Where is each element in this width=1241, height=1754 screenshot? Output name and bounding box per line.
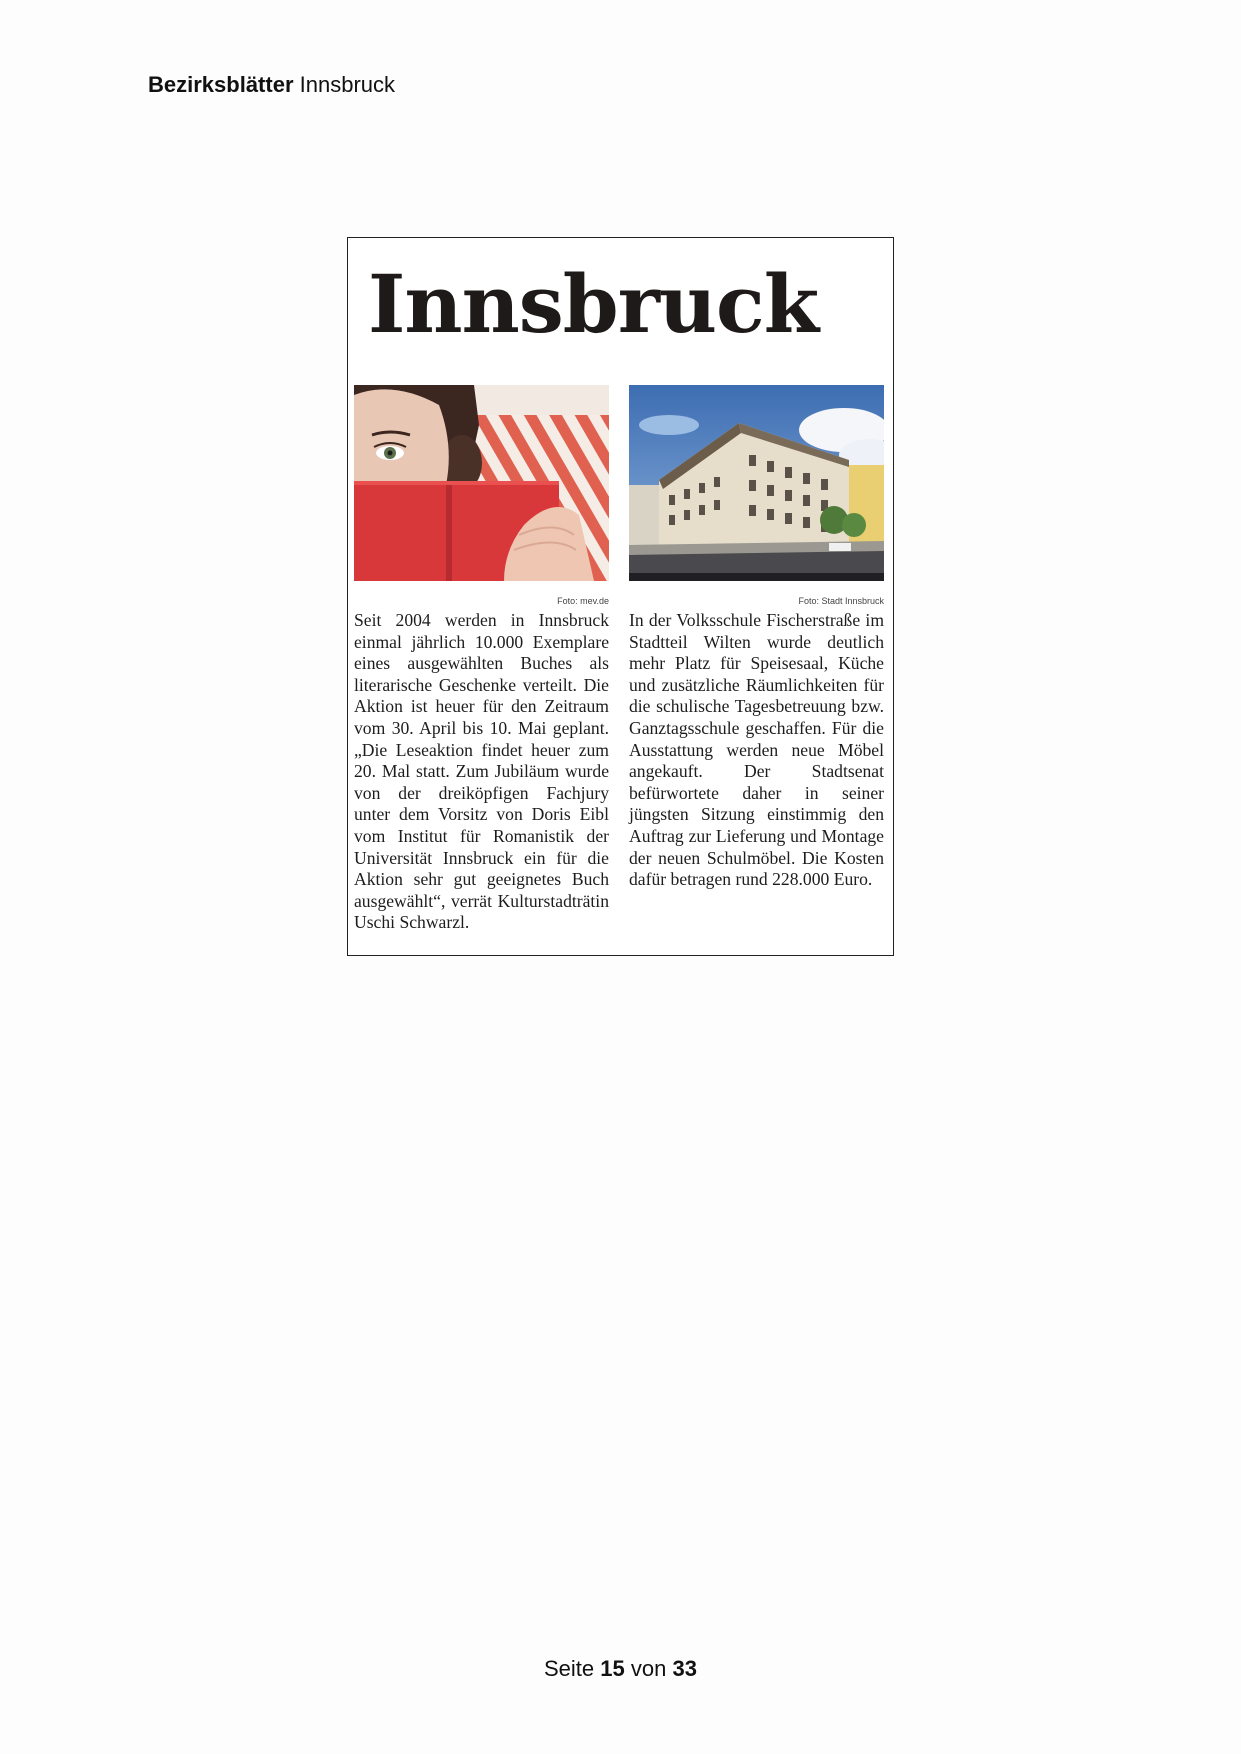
page-footer	[0, 1656, 1241, 1682]
article-volksschule	[629, 385, 884, 891]
photo-woman-with-book	[354, 385, 609, 581]
photo-credit: Foto: mev.de	[557, 596, 609, 606]
newspaper-clipping	[347, 237, 894, 956]
publication-brand: Bezirksblätter	[148, 72, 294, 97]
total-pages-number: 33	[672, 1656, 697, 1681]
article-leseaktion	[354, 385, 609, 934]
page-label: Seite	[544, 1656, 595, 1681]
photo-school-building	[629, 385, 884, 581]
page-header	[148, 72, 395, 98]
publication-location: Innsbruck	[299, 72, 396, 97]
page-separator: von	[630, 1656, 667, 1681]
article-text: In der Volksschule Fischerstraße im Stadtteil Wilten wurde deutlich mehr Platz für Speisesaal, Küche und zusätzliche Räumlichkeiten für die schulische Tagesbetreuung bzw. Ganztagsschule geschaffen. Für die Ausstattung werden neue Möbel angekauft. Der Stadtsenat befürwortete daher in seiner jüngsten Sitzung einstimmig den Auftrag zur Lieferung und Montage der neuen Schulmöbel. Die Kosten dafür betragen rund 228.000 Euro.	[629, 610, 884, 890]
article-text: Seit 2004 werden in Innsbruck einmal jährlich 10.000 Exemplare eines ausgewählten Buches als literarische Geschenke verteilt. Die Aktion ist heuer für den Zeitraum vom 30. April bis 10. Mai geplant. „Die Leseaktion findet heuer zum 20. Mal statt. Zum Jubiläum wurde von der dreiköpfigen Fachjury unter dem Vorsitz von Doris Eibl vom Institut für Romanistik der Universität Innsbruck ein für die Aktion sehr gut geeignetes Buch ausgewählt“, verrät Kulturstadträtin Uschi Schwarzl.	[354, 610, 609, 933]
photo-credit: Foto: Stadt Innsbruck	[798, 596, 884, 606]
current-page-number: 15	[600, 1656, 625, 1681]
clipping-masthead: Innsbruck	[368, 257, 819, 351]
